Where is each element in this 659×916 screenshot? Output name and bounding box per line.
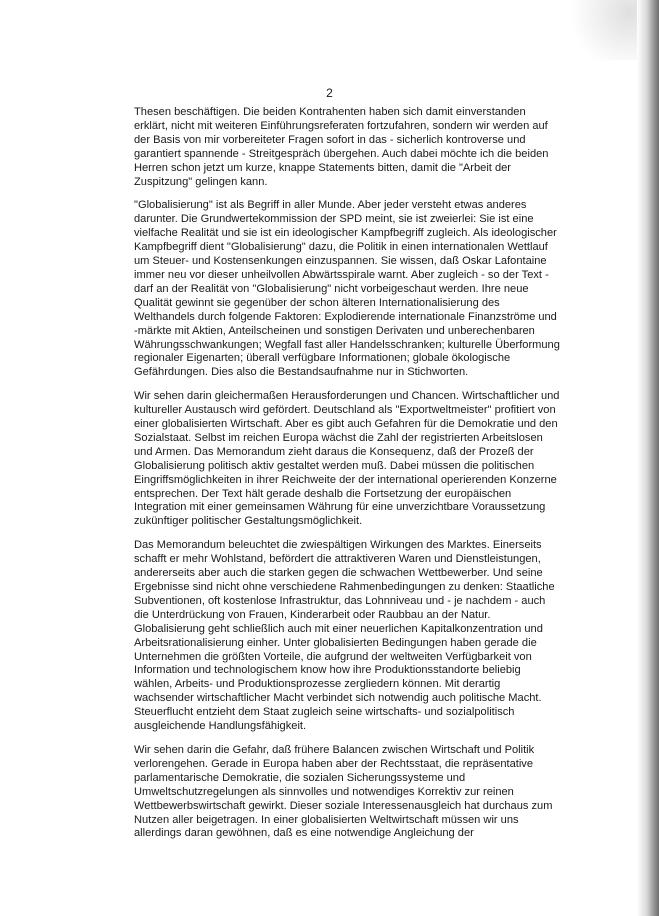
- text-line: garantiert spannende - Streitgespräch übergehen. Auch dabei möchte ich die beiden: [134, 147, 549, 160]
- page-number: 2: [326, 86, 333, 100]
- text-line: Globalisierung geht schließlich auch mit einer neuerlichen Kapitalkonzentration und: [134, 622, 543, 635]
- text-line: Qualität gewinnt sie gegenüber der schon älteren Internationalisierung des: [134, 296, 500, 309]
- text-line: Sozialstaat. Selbst im reichen Europa wächst die Zahl der registrierten Arbeitslosen: [134, 431, 543, 444]
- text-line: Globalisierung politisch aktiv gestaltet werden muß. Dabei müssen die politischen: [134, 459, 535, 472]
- text-line: vielfache Realität und sie ist ein ideologischer Kampfbegriff zugleich. Als ideologischer: [134, 227, 557, 240]
- text-line: Währungsschwankungen; Wegfall fast aller Handelsschranken; kulturelle Überformung: [134, 338, 560, 351]
- text-line: Umweltschutzregelungen als sinnvolles und notwendiges Korrektiv zur reinen: [134, 785, 514, 798]
- text-line: erklärt, nicht mit weiteren Einführungsreferaten fortzufahren, sondern wir werden auf: [134, 119, 548, 132]
- text-line: Steuerflucht entzieht dem Staat zugleich seine wirtschafts- und sozialpolitisch: [134, 706, 515, 719]
- text-line: die Unterdrückung von Frauen, Kinderarbeit oder Raubbau an der Natur.: [134, 608, 491, 621]
- text-line: Arbeitsrationalisierung einher. Unter globalisierten Bedingungen haben gerade die: [134, 636, 537, 649]
- text-line: Wettbewerbswirtschaft gewirkt. Dieser soziale Interessenausgleich hat durchaus zum: [134, 799, 553, 812]
- text-line: Information und technologischem know how ihre Produktionsstandorte beliebig: [134, 664, 521, 677]
- text-line: Welthandels durch folgende Faktoren: Explodierende internationale Finanzströme und: [134, 310, 557, 323]
- paragraph: [134, 539, 574, 734]
- text-line: andererseits aber auch die starken gegen die schwachen Wettbewerber. Und seine: [134, 567, 543, 580]
- text-line: Ergebnisse sind nicht ohne verschiedene Rahmenbedingungen zu denken: Staatliche: [134, 581, 555, 593]
- text-line: parlamentarische Demokratie, die sozialen Sicherungssysteme und: [134, 771, 466, 784]
- text-line: regionaler Eigenarten; überall verfügbare Informationen; globale ökologische: [134, 352, 511, 365]
- text-line: Thesen beschäftigen. Die beiden Kontrahenten haben sich damit einverstanden: [134, 106, 526, 118]
- text-line: -märkte mit Aktien, Anteilscheinen und sonstigen Derivaten und unberechenbaren: [134, 324, 535, 337]
- text-line: darunter. Die Grundwertekommission der SPD meint, sie ist zweierlei: Sie ist eine: [134, 213, 534, 226]
- text-line: verlorengehen. Gerade in Europa haben aber der Rechtsstaat, die repräsentative: [134, 757, 534, 770]
- text-line: allerdings daran gewöhnen, daß es eine notwendige Angleichung der: [134, 827, 474, 840]
- text-line: um Steuer- und Kostensenkungen einzuspannen. Sie wissen, daß Oskar Lafontaine: [134, 255, 547, 268]
- text-line: der Basis von mir vorbereiteter Fragen sofort in das - sicherlich kontroverse und: [134, 133, 526, 146]
- document-body: [134, 106, 574, 851]
- text-line: Gefährdungen. Dies also die Bestandsaufnahme nur in Stichworten.: [134, 366, 469, 379]
- text-line: einer globalisierten Wirtschaft. Aber es gibt auch Gefahren für die Demokratie und den: [134, 418, 558, 431]
- text-line: Zuspitzung" gelingen kann.: [134, 175, 268, 188]
- paragraph: [134, 744, 574, 841]
- text-line: Das Memorandum beleuchtet die zwiespältigen Wirkungen des Marktes. Einerseits: [134, 539, 542, 552]
- text-line: entsprechen. Der Text hält gerade deshalb die Fortsetzung der europäischen: [134, 487, 512, 500]
- text-line: Wir sehen darin die Gefahr, daß frühere Balancen zwischen Wirtschaft und Politik: [134, 743, 535, 756]
- text-line: Integration mit einer gemeinsamen Währung für eine unverzichtbare Voraussetzung: [134, 501, 546, 514]
- text-line: kultureller Austausch wird gefördert. Deutschland als "Exportweltmeister" profitiert von: [134, 404, 556, 417]
- text-line: und Armen. Das Memorandum zieht daraus die Konsequenz, daß der Prozeß der: [134, 445, 534, 458]
- text-line: Nutzen aller beigetragen. In einer globalisierten Weltwirtschaft müssen wir uns: [134, 813, 519, 826]
- text-line: zukünftiger politischer Gestaltungsmöglichkeit.: [134, 515, 363, 528]
- text-line: Kampfbegriff dient "Globalisierung" dazu, die Politik in einen internationalen Wettlauf: [134, 241, 548, 254]
- paragraph: [134, 199, 574, 380]
- text-line: Herren schon jetzt um kurze, knappe Statements bitten, damit die "Arbeit der: [134, 161, 511, 174]
- text-line: schafft er mehr Wohlstand, befördert die attraktiveren Waren und Dienstleistungen,: [134, 553, 541, 566]
- text-line: wählen, Arbeits- und Produktionsprozesse zergliedern können. Mit derartig: [134, 678, 501, 691]
- text-line: wachsender wirtschaftlicher Macht verbindet sich notwendig auch politische Macht.: [134, 692, 542, 705]
- text-line: immer neu vor dieser unheilvollen Abwärtsspirale warnt. Aber zugleich - so der Text -: [134, 268, 549, 281]
- text-line: Wir sehen darin gleichermaßen Herausforderungen und Chancen. Wirtschaftlicher und: [134, 390, 560, 403]
- text-line: "Globalisierung" ist als Begriff in aller Munde. Aber jeder versteht etwas anderes: [134, 199, 527, 212]
- paragraph: [134, 106, 574, 189]
- text-line: Eingriffsmöglichkeiten in ihrer Reichweite der der international operierenden Konzerne: [134, 473, 557, 486]
- paragraph: [134, 390, 574, 529]
- text-line: Unternehmen die größten Vorteile, die aufgrund der weltweiten Verfügbarkeit von: [134, 650, 532, 663]
- text-line: Subventionen, oft kostenlose Infrastruktur, das Lohnniveau und - je nachdem - auch: [134, 594, 546, 607]
- text-line: ausgleichende Handlungsfähigkeit.: [134, 720, 307, 733]
- scan-shadow-edge: [637, 0, 659, 916]
- text-line: darf an der Realität von "Globalisierung" nicht vorbeigeschaut werden. Ihre neue: [134, 282, 529, 295]
